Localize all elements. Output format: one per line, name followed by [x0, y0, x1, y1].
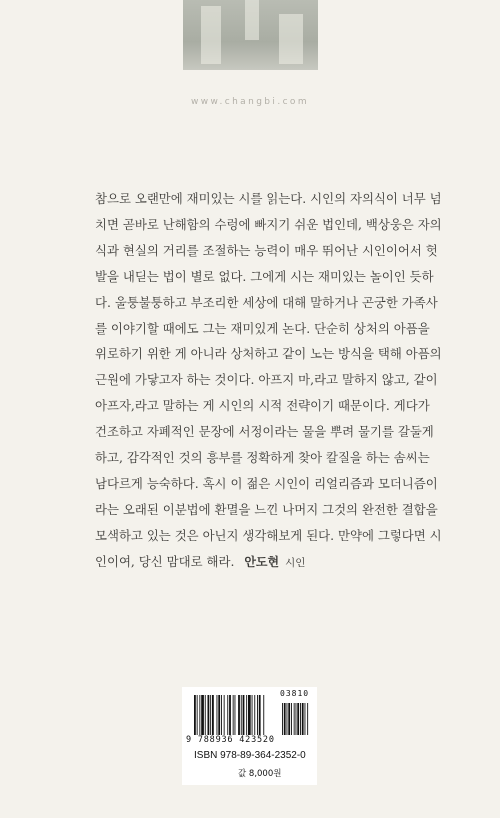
- blurb-line: 남다르게 능숙하다. 혹시 이 젊은 시인이 리얼리즘과 모더니즘이: [95, 475, 438, 491]
- blurb-line: 근원에 가닿고자 하는 것이다. 아프지 마,라고 말하지 않고, 같이: [95, 372, 438, 388]
- blurb-text: [95, 186, 442, 577]
- addon-code: 03810: [280, 689, 310, 698]
- blurb-line: 를 이야기할 때에도 그는 재미있게 논다. 단순히 상처의 아픔을: [95, 320, 430, 336]
- blurb-line: 발을 내딛는 법이 별로 없다. 그에게 시는 재미있는 놀이인 듯하: [95, 268, 434, 284]
- barcode-bars: [194, 695, 312, 735]
- blurb-line: 치면 곧바로 난해함의 수렁에 빠지기 쉬운 법인데, 백상웅은 자의: [95, 216, 442, 232]
- blurb-last-line: [95, 549, 401, 577]
- blurb-line: 위로하기 위한 게 아니라 상처하고 같이 노는 방식을 택해 아픔의: [95, 346, 442, 362]
- blurb-line-text: 인이여, 당신 맘대로 해라.: [95, 553, 235, 569]
- author-role: 시인: [285, 556, 306, 569]
- blurb-line: 모색하고 있는 것은 아닌지 생각해보게 된다. 만약에 그렇다면 시: [95, 527, 442, 543]
- price-label: 값 8,000원: [238, 769, 282, 779]
- blurb-line: 식과 현실의 거리를 조절하는 능력이 매우 뛰어난 시인이어서 헛: [95, 242, 438, 258]
- blurb-line: 하고, 감각적인 것의 흥부를 정확하게 찾아 칼질을 하는 솜씨는: [95, 450, 430, 466]
- cover-image-fragment: [183, 0, 318, 70]
- blurb-line: 건조하고 자폐적인 문장에 서정이라는 물을 뿌려 물기를 갈둘게: [95, 424, 434, 440]
- barcode-label: [182, 687, 317, 785]
- ean-number: 9 788936 423520: [186, 735, 275, 745]
- blurb-line: 참으로 오랜만에 재미있는 시를 읽는다. 시인의 자의식이 너무 넘: [95, 191, 442, 206]
- blurb-line: 아프자,라고 말하는 게 시인의 시적 전략이기 때문이다. 게다가: [95, 398, 430, 414]
- author-name: 안도현: [244, 554, 280, 569]
- publisher-url: www.changbi.com: [191, 97, 309, 107]
- blurb-line: 라는 오래된 이분법에 환멸을 느낀 나머지 그것의 완전한 결합을: [95, 501, 438, 517]
- isbn-number: ISBN 978-89-364-2352-0: [194, 750, 306, 761]
- blurb-line: 다. 울퉁불퉁하고 부조리한 세상에 대해 말하거나 곤궁한 가족사: [95, 294, 438, 310]
